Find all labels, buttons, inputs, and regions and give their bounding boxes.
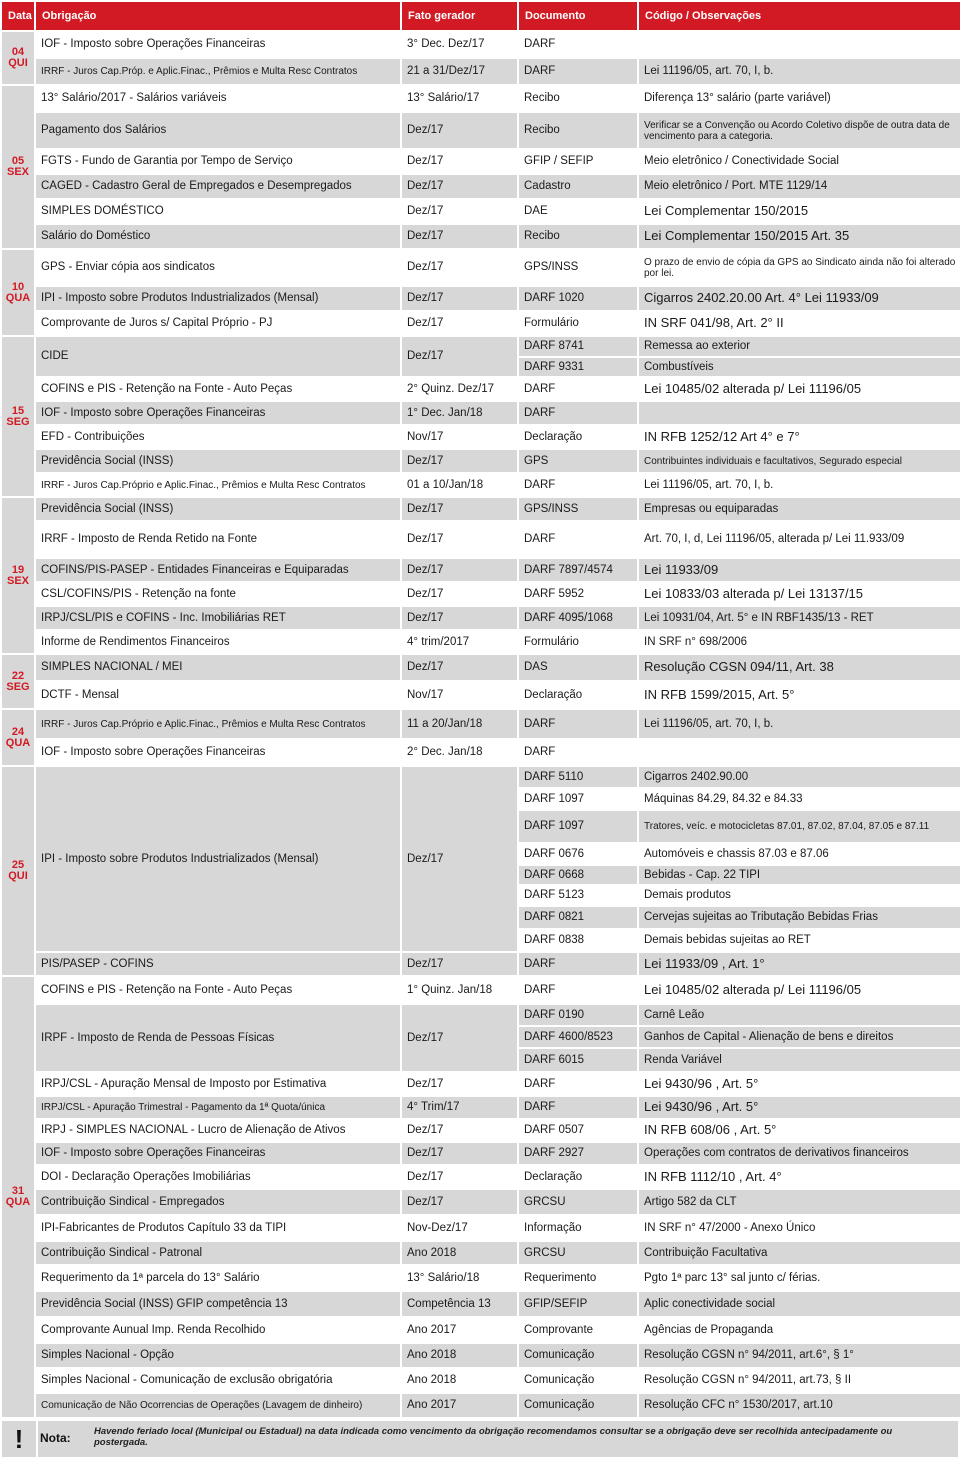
date-day: 31 — [11, 1185, 25, 1197]
notes-cell: Lei 9430/96 , Art. 5° — [638, 1096, 960, 1119]
date-day: 24 — [11, 725, 25, 738]
table-row — [1, 1215, 960, 1241]
trigger-cell: Dez/17 — [401, 606, 518, 630]
notes-cell: Remessa ao exterior — [638, 336, 960, 357]
header-row — [1, 1, 960, 31]
header-trigger: Fato gerador — [401, 1, 518, 31]
table-row — [1, 497, 960, 521]
document-cell: DARF 1097 — [518, 788, 638, 810]
trigger-cell: Dez/17 — [401, 558, 518, 582]
date-cell — [1, 709, 35, 766]
obligation-cell: SIMPLES NACIONAL / MEI — [35, 654, 401, 681]
date-cell — [1, 497, 35, 654]
document-cell: Comunicação — [518, 1368, 638, 1393]
notes-cell: Resolução CGSN 094/11, Art. 38 — [638, 654, 960, 681]
notes-cell: Lei Complementar 150/2015 — [638, 199, 960, 224]
date-cell — [1, 249, 35, 336]
notes-cell — [638, 401, 960, 425]
notes-cell: Resolução CGSN n° 94/2011, art.73, § II — [638, 1368, 960, 1393]
table-row — [1, 286, 960, 311]
trigger-cell: Ano 2018 — [401, 1241, 518, 1265]
notes-cell: Verificar se a Convenção ou Acordo Coletivo dispõe de outra data de vencimento para a categoria. — [638, 112, 960, 149]
date-day: 15 — [11, 404, 25, 417]
notes-cell: Carnê Leão — [638, 1004, 960, 1026]
trigger-cell: Dez/17 — [401, 224, 518, 249]
document-cell: DARF 0838 — [518, 929, 638, 952]
trigger-cell: Ano 2017 — [401, 1317, 518, 1343]
notes-cell: IN RFB 1112/10 , Art. 4° — [638, 1165, 960, 1189]
trigger-cell: Dez/17 — [401, 952, 518, 976]
obligation-cell: 13° Salário/2017 - Salários variáveis — [35, 85, 401, 112]
table-row — [1, 149, 960, 174]
document-cell: DARF 0676 — [518, 843, 638, 865]
trigger-cell: 01 a 10/Jan/18 — [401, 473, 518, 497]
obligation-cell: Requerimento da 1ª parcela do 13° Salário — [35, 1265, 401, 1291]
obligation-cell: PIS/PASEP - COFINS — [35, 952, 401, 976]
obligation-cell: Contribuição Sindical - Empregados — [35, 1189, 401, 1215]
table-row — [1, 311, 960, 336]
notes-cell — [638, 31, 960, 58]
table-row — [1, 449, 960, 473]
trigger-cell: 3° Dec. Dez/17 — [401, 31, 518, 58]
obligation-cell: Contribuição Sindical - Patronal — [35, 1241, 401, 1265]
date-weekday: SEG — [6, 415, 30, 428]
document-cell: DARF — [518, 58, 638, 85]
notes-cell: Agências de Propaganda — [638, 1317, 960, 1343]
document-cell: DARF 5952 — [518, 582, 638, 606]
obligation-cell: IRPJ/CSL - Apuração Trimestral - Pagamento da 1ª Quota/única — [35, 1096, 401, 1119]
notes-cell: Demais produtos — [638, 885, 960, 906]
trigger-cell: Competência 13 — [401, 1291, 518, 1317]
document-cell: DARF 0821 — [518, 906, 638, 929]
document-cell: DARF 4095/1068 — [518, 606, 638, 630]
trigger-cell: 4° trim/2017 — [401, 630, 518, 654]
table-row — [1, 1393, 960, 1418]
document-cell: DARF — [518, 473, 638, 497]
notes-cell: Lei 11933/09 — [638, 558, 960, 582]
date-weekday: SEG — [6, 680, 30, 693]
trigger-cell: Nov/17 — [401, 681, 518, 709]
trigger-cell: 13° Salário/18 — [401, 1265, 518, 1291]
document-cell: GRCSU — [518, 1241, 638, 1265]
date-weekday: QUA — [5, 736, 31, 749]
notes-cell: Cervejas sujeitas ao Tributação Bebidas Frias — [638, 906, 960, 929]
document-cell: GFIP/SEFIP — [518, 1291, 638, 1317]
trigger-cell: Dez/17 — [401, 1119, 518, 1142]
table-row — [1, 1096, 960, 1119]
obligation-cell: IRPF - Imposto de Renda de Pessoas Físicas — [35, 1004, 401, 1072]
table-row — [1, 473, 960, 497]
obligation-cell: COFINS e PIS - Retenção na Fonte - Auto Peças — [35, 377, 401, 401]
document-cell: DARF 8741 — [518, 336, 638, 357]
header-obligation: Obrigação — [35, 1, 401, 31]
obligation-cell: Informe de Rendimentos Financeiros — [35, 630, 401, 654]
trigger-cell: 1° Quinz. Jan/18 — [401, 976, 518, 1004]
notes-cell: Resolução CGSN n° 94/2011, art.6°, § 1° — [638, 1343, 960, 1368]
footer-note — [0, 1421, 960, 1457]
document-cell: DARF — [518, 521, 638, 558]
obligation-cell: Comprovante de Juros s/ Capital Próprio - PJ — [35, 311, 401, 336]
document-cell: Informação — [518, 1215, 638, 1241]
trigger-cell: Dez/17 — [401, 249, 518, 286]
trigger-cell: Dez/17 — [401, 497, 518, 521]
table-row — [1, 709, 960, 739]
obligation-cell: IPI-Fabricantes de Produtos Capítulo 33 da TIPI — [35, 1215, 401, 1241]
table-row — [1, 112, 960, 149]
obligation-cell: IOF - Imposto sobre Operações Financeiras — [35, 1142, 401, 1165]
notes-cell: Lei Complementar 150/2015 Art. 35 — [638, 224, 960, 249]
trigger-cell: Dez/17 — [401, 174, 518, 199]
notes-cell: Resolução CFC n° 1530/2017, art.10 — [638, 1393, 960, 1418]
notes-cell: Demais bebidas sujeitas ao RET — [638, 929, 960, 952]
table-row — [1, 582, 960, 606]
obligation-cell: IRPJ - SIMPLES NACIONAL - Lucro de Alienação de Ativos — [35, 1119, 401, 1142]
trigger-cell: Nov/17 — [401, 425, 518, 449]
notes-cell: IN SRF n° 698/2006 — [638, 630, 960, 654]
date-weekday: QUA — [5, 291, 31, 304]
document-cell: Recibo — [518, 112, 638, 149]
document-cell: GPS/INSS — [518, 497, 638, 521]
table-row — [1, 766, 960, 788]
document-cell: DARF 7897/4574 — [518, 558, 638, 582]
document-cell: DARF 0668 — [518, 865, 638, 885]
date-day: 10 — [11, 280, 25, 293]
obligation-cell: COFINS/PIS-PASEP - Entidades Financeiras e Equiparadas — [35, 558, 401, 582]
table-row — [1, 606, 960, 630]
document-cell: Declaração — [518, 1165, 638, 1189]
notes-cell: Contribuição Facultativa — [638, 1241, 960, 1265]
obligation-cell: Previdência Social (INSS) — [35, 449, 401, 473]
header-document: Documento — [518, 1, 638, 31]
table-row — [1, 1343, 960, 1368]
trigger-cell: Ano 2017 — [401, 1393, 518, 1418]
obligation-cell: Previdência Social (INSS) GFIP competência 13 — [35, 1291, 401, 1317]
header-date: Data — [1, 1, 35, 31]
trigger-cell: 4° Trim/17 — [401, 1096, 518, 1119]
document-cell: GPS — [518, 449, 638, 473]
obligation-cell: IOF - Imposto sobre Operações Financeiras — [35, 739, 401, 766]
notes-cell: Lei 10833/03 alterada p/ Lei 13137/15 — [638, 582, 960, 606]
date-day: 05 — [11, 155, 25, 167]
table-row — [1, 336, 960, 357]
document-cell: DARF — [518, 709, 638, 739]
notes-cell: Diferença 13° salário (parte variável) — [638, 85, 960, 112]
date-day: 19 — [11, 563, 25, 576]
table-row — [1, 1165, 960, 1189]
document-cell: DARF 0507 — [518, 1119, 638, 1142]
table-row — [1, 85, 960, 112]
obligation-cell: Comprovante Aunual Imp. Renda Recolhido — [35, 1317, 401, 1343]
document-cell: DARF 5110 — [518, 766, 638, 788]
obligation-cell: IPI - Imposto sobre Produtos Industrializados (Mensal) — [35, 766, 401, 952]
table-row — [1, 425, 960, 449]
notes-cell: Lei 11196/05, art. 70, I, b. — [638, 58, 960, 85]
trigger-cell: Dez/17 — [401, 1189, 518, 1215]
notes-cell: Aplic conectividade social — [638, 1291, 960, 1317]
document-cell: DARF — [518, 401, 638, 425]
notes-cell: Lei 9430/96 , Art. 5° — [638, 1072, 960, 1096]
obligation-cell: IRRF - Juros Cap.Próprio e Aplic.Finac., Prêmios e Multa Resc Contratos — [35, 709, 401, 739]
date-weekday: SEX — [6, 574, 29, 587]
notes-cell: Artigo 582 da CLT — [638, 1189, 960, 1215]
table-row — [1, 1119, 960, 1142]
notes-cell: Lei 10485/02 alterada p/ Lei 11196/05 — [638, 377, 960, 401]
obligation-cell: IRPJ/CSL - Apuração Mensal de Imposto por Estimativa — [35, 1072, 401, 1096]
trigger-cell: Dez/17 — [401, 112, 518, 149]
table-row — [1, 1004, 960, 1026]
obligation-cell: Pagamento dos Salários — [35, 112, 401, 149]
trigger-cell: 2° Dec. Jan/18 — [401, 739, 518, 766]
notes-cell: IN SRF n° 47/2000 - Anexo Único — [638, 1215, 960, 1241]
trigger-cell: Dez/17 — [401, 199, 518, 224]
trigger-cell: Ano 2018 — [401, 1368, 518, 1393]
notes-cell: Contribuintes individuais e facultativos, Segurado especial — [638, 449, 960, 473]
notes-cell: Lei 10485/02 alterada p/ Lei 11196/05 — [638, 976, 960, 1004]
obligation-cell: IPI - Imposto sobre Produtos Industrializados (Mensal) — [35, 286, 401, 311]
note-label: Nota: — [40, 1431, 71, 1445]
document-cell: DARF 0190 — [518, 1004, 638, 1026]
document-cell: DAE — [518, 199, 638, 224]
document-cell: DARF — [518, 1096, 638, 1119]
trigger-cell: Dez/17 — [401, 582, 518, 606]
table-row — [1, 1368, 960, 1393]
notes-cell: Pgto 1ª parc 13° sal junto c/ férias. — [638, 1265, 960, 1291]
document-cell: Comunicação — [518, 1393, 638, 1418]
obligation-cell: IOF - Imposto sobre Operações Financeiras — [35, 31, 401, 58]
document-cell: DARF 6015 — [518, 1048, 638, 1072]
date-day: 04 — [11, 46, 25, 58]
trigger-cell: Dez/17 — [401, 311, 518, 336]
obligation-cell: DCTF - Mensal — [35, 681, 401, 709]
notes-cell: Meio eletrônico / Port. MTE 1129/14 — [638, 174, 960, 199]
notes-cell: Art. 70, I, d, Lei 11196/05, alterada p/ Lei 11.933/09 — [638, 521, 960, 558]
document-cell: DARF — [518, 952, 638, 976]
table-row — [1, 31, 960, 58]
date-cell — [1, 85, 35, 249]
date-cell — [1, 336, 35, 497]
document-cell: Comprovante — [518, 1317, 638, 1343]
date-weekday: SEX — [6, 166, 29, 178]
note-text: Havendo feriado local (Municipal ou Estadual) na data indicada como vencimento da obrigação recomendamos consultar se a obrigação deve ser recolhida antecipadamente ou postergada. — [94, 1426, 893, 1448]
obligation-cell: IRPJ/CSL/PIS e COFINS - Inc. Imobiliárias RET — [35, 606, 401, 630]
document-cell: Recibo — [518, 224, 638, 249]
trigger-cell: 1° Dec. Jan/18 — [401, 401, 518, 425]
document-cell: DARF 4600/8523 — [518, 1026, 638, 1048]
obligation-cell: GPS - Enviar cópia aos sindicatos — [35, 249, 401, 286]
obligation-cell: Salário do Doméstico — [35, 224, 401, 249]
obligation-cell: IRRF - Juros Cap.Próprio e Aplic.Finac., Prêmios e Multa Resc Contratos — [35, 473, 401, 497]
notes-cell: IN SRF 041/98, Art. 2° II — [638, 311, 960, 336]
trigger-cell: 13° Salário/17 — [401, 85, 518, 112]
notes-cell: Cigarros 2402.20.00 Art. 4° Lei 11933/09 — [638, 286, 960, 311]
date-day: 25 — [11, 859, 25, 871]
table-row — [1, 1189, 960, 1215]
table-row — [1, 976, 960, 1004]
document-cell: GPS/INSS — [518, 249, 638, 286]
notes-cell: Cigarros 2402.90.00 — [638, 766, 960, 788]
document-cell: Formulário — [518, 311, 638, 336]
table-row — [1, 224, 960, 249]
document-cell: DARF — [518, 976, 638, 1004]
trigger-cell: Dez/17 — [401, 654, 518, 681]
document-cell: DARF — [518, 377, 638, 401]
document-cell: Formulário — [518, 630, 638, 654]
table-row — [1, 952, 960, 976]
document-cell: DARF 9331 — [518, 357, 638, 377]
notes-cell: IN RFB 1252/12 Art 4° e 7° — [638, 425, 960, 449]
obligation-cell: COFINS e PIS - Retenção na Fonte - Auto Peças — [35, 976, 401, 1004]
date-day: 22 — [11, 669, 25, 682]
date-weekday: QUA — [5, 1196, 31, 1208]
obligation-cell: CIDE — [35, 336, 401, 377]
trigger-cell: Dez/17 — [401, 1004, 518, 1072]
obligation-cell: IRRF - Imposto de Renda Retido na Fonte — [35, 521, 401, 558]
notes-cell: Ganhos de Capital - Alienação de bens e direitos — [638, 1026, 960, 1048]
notes-cell: Lei 11196/05, art. 70, I, b. — [638, 473, 960, 497]
table-row — [1, 174, 960, 199]
document-cell: DARF 1097 — [518, 810, 638, 843]
trigger-cell: Dez/17 — [401, 149, 518, 174]
date-cell — [1, 654, 35, 709]
table-row — [1, 654, 960, 681]
document-cell: Cadastro — [518, 174, 638, 199]
notes-cell: Meio eletrônico / Conectividade Social — [638, 149, 960, 174]
obligation-cell: DOI - Declaração Operações Imobiliárias — [35, 1165, 401, 1189]
trigger-cell: 11 a 20/Jan/18 — [401, 709, 518, 739]
notes-cell: Automóveis e chassis 87.03 e 87.06 — [638, 843, 960, 865]
date-cell — [1, 766, 35, 976]
trigger-cell: Dez/17 — [401, 521, 518, 558]
trigger-cell: Nov-Dez/17 — [401, 1215, 518, 1241]
table-row — [1, 630, 960, 654]
obligation-cell: IOF - Imposto sobre Operações Financeiras — [35, 401, 401, 425]
table-row — [1, 1291, 960, 1317]
notes-cell: Máquinas 84.29, 84.32 e 84.33 — [638, 788, 960, 810]
table-row — [1, 1072, 960, 1096]
trigger-cell: Dez/17 — [401, 766, 518, 952]
obligation-cell: Comunicação de Não Ocorrencias de Operações (Lavagem de dinheiro) — [35, 1393, 401, 1418]
document-cell: DARF — [518, 739, 638, 766]
date-weekday: QUI — [8, 870, 28, 882]
document-cell: DARF 2927 — [518, 1142, 638, 1165]
notes-cell: Operações com contratos de derivativos financeiros — [638, 1142, 960, 1165]
trigger-cell: Dez/17 — [401, 449, 518, 473]
document-cell: Comunicação — [518, 1343, 638, 1368]
notes-cell — [638, 739, 960, 766]
notes-cell: IN RFB 1599/2015, Art. 5° — [638, 681, 960, 709]
warning-icon: ! — [2, 1421, 36, 1457]
notes-cell: Empresas ou equiparadas — [638, 497, 960, 521]
notes-cell: Lei 11933/09 , Art. 1° — [638, 952, 960, 976]
document-cell: DARF 1020 — [518, 286, 638, 311]
table-row — [1, 401, 960, 425]
notes-cell: Combustíveis — [638, 357, 960, 377]
trigger-cell: Dez/17 — [401, 1072, 518, 1096]
header-notes: Código / Observações — [638, 1, 960, 31]
document-cell: GRCSU — [518, 1189, 638, 1215]
obligation-cell: FGTS - Fundo de Garantia por Tempo de Serviço — [35, 149, 401, 174]
table-row — [1, 521, 960, 558]
notes-cell: Renda Variável — [638, 1048, 960, 1072]
table-row — [1, 249, 960, 286]
notes-cell: IN RFB 608/06 , Art. 5° — [638, 1119, 960, 1142]
table-row — [1, 681, 960, 709]
note-box — [38, 1421, 958, 1457]
trigger-cell: Dez/17 — [401, 336, 518, 377]
notes-cell: Tratores, veíc. e motocicletas 87.01, 87.02, 87.04, 87.05 e 87.11 — [638, 810, 960, 843]
document-cell: GFIP / SEFIP — [518, 149, 638, 174]
notes-cell: O prazo de envio de cópia da GPS ao Sindicato ainda não foi alterado por lei. — [638, 249, 960, 286]
obligation-cell: Simples Nacional - Opção — [35, 1343, 401, 1368]
trigger-cell: Dez/17 — [401, 286, 518, 311]
obligation-cell: CSL/COFINS/PIS - Retenção na fonte — [35, 582, 401, 606]
notes-cell: Lei 11196/05, art. 70, I, b. — [638, 709, 960, 739]
table-row — [1, 739, 960, 766]
date-weekday: QUI — [8, 57, 28, 69]
document-cell: DARF — [518, 1072, 638, 1096]
table-row — [1, 199, 960, 224]
obligation-cell: EFD - Contribuições — [35, 425, 401, 449]
table-row — [1, 58, 960, 85]
trigger-cell: Dez/17 — [401, 1165, 518, 1189]
obligation-cell: IRRF - Juros Cap.Próp. e Aplic.Finac., Prêmios e Multa Resc Contratos — [35, 58, 401, 85]
table-row — [1, 1317, 960, 1343]
document-cell: DAS — [518, 654, 638, 681]
obligation-cell: SIMPLES DOMÉSTICO — [35, 199, 401, 224]
table-row — [1, 558, 960, 582]
date-cell — [1, 976, 35, 1418]
table-row — [1, 1142, 960, 1165]
trigger-cell: Ano 2018 — [401, 1343, 518, 1368]
document-cell: Requerimento — [518, 1265, 638, 1291]
notes-cell: Bebidas - Cap. 22 TIPI — [638, 865, 960, 885]
obligation-cell: Simples Nacional - Comunicação de exclusão obrigatória — [35, 1368, 401, 1393]
document-cell: DARF 5123 — [518, 885, 638, 906]
notes-cell: Lei 10931/04, Art. 5° e IN RBF1435/13 - RET — [638, 606, 960, 630]
document-cell: Recibo — [518, 85, 638, 112]
trigger-cell: Dez/17 — [401, 1142, 518, 1165]
document-cell: DARF — [518, 31, 638, 58]
trigger-cell: 2° Quinz. Dez/17 — [401, 377, 518, 401]
table-row — [1, 1241, 960, 1265]
table-row — [1, 377, 960, 401]
document-cell: Declaração — [518, 425, 638, 449]
trigger-cell: 21 a 31/Dez/17 — [401, 58, 518, 85]
date-cell — [1, 31, 35, 85]
document-cell: Declaração — [518, 681, 638, 709]
table-row — [1, 1265, 960, 1291]
obligation-cell: Previdência Social (INSS) — [35, 497, 401, 521]
obligation-cell: CAGED - Cadastro Geral de Empregados e Desempregados — [35, 174, 401, 199]
